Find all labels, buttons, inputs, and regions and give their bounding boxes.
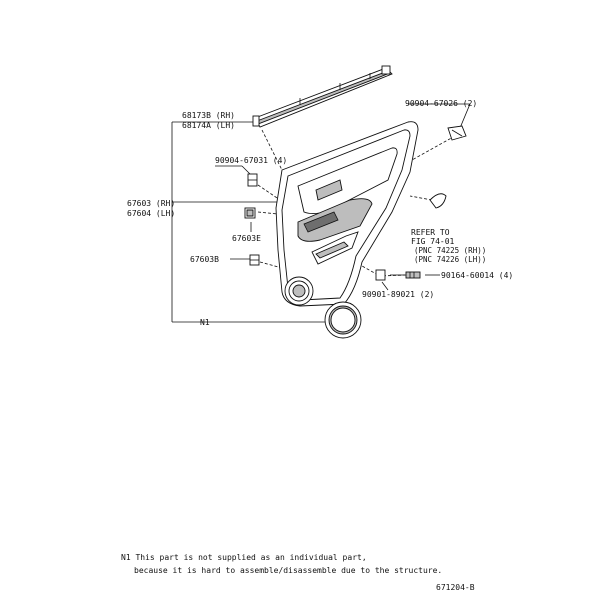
window-weatherstrip-part [253, 66, 392, 127]
bracket-67603e-part [245, 208, 255, 218]
bracket-67603b-part [250, 255, 259, 265]
label-67603e: 67603E [232, 234, 261, 243]
label-n1: N1 [200, 318, 210, 327]
door-trim-board-part [276, 122, 418, 306]
label-67604: 67604 (LH) [127, 209, 176, 218]
label-refer-to: REFER TO [411, 228, 450, 237]
label-67603b: 67603B [190, 255, 219, 264]
label-67603: 67603 (RH) [127, 199, 176, 208]
label-pnc-74225: (PNC 74225 (RH)) [414, 246, 487, 255]
label-68174a: 68174A (LH) [182, 121, 235, 130]
clip-90904-67026-part [448, 126, 466, 140]
clip-90904-67031-part [248, 174, 257, 186]
label-90904-67026: 90904-67026 (2) [405, 99, 478, 108]
label-90901-89021: 90901-89021 (2) [362, 290, 435, 299]
footnote-line-2: because it is hard to assemble/disassemble due to the structure. [134, 566, 443, 575]
inside-handle-part [430, 194, 446, 208]
label-90164-60014: 90164-60014 (4) [441, 271, 514, 280]
label-pnc-74226: (PNC 74226 (LH)) [414, 255, 487, 264]
label-68173b: 68173B (RH) [182, 111, 235, 120]
label-fig-74-01: FIG 74-01 [411, 237, 455, 246]
speaker-grille-n1-part [325, 302, 361, 338]
clip-90901-89021-part [376, 270, 385, 280]
label-90904-67031: 90904-67031 (4) [215, 156, 288, 165]
figure-id: 671204-B [436, 583, 475, 592]
footnote-line-1: N1 This part is not supplied as an individual part, [121, 553, 367, 562]
screw-90164-60014-part [406, 272, 420, 278]
